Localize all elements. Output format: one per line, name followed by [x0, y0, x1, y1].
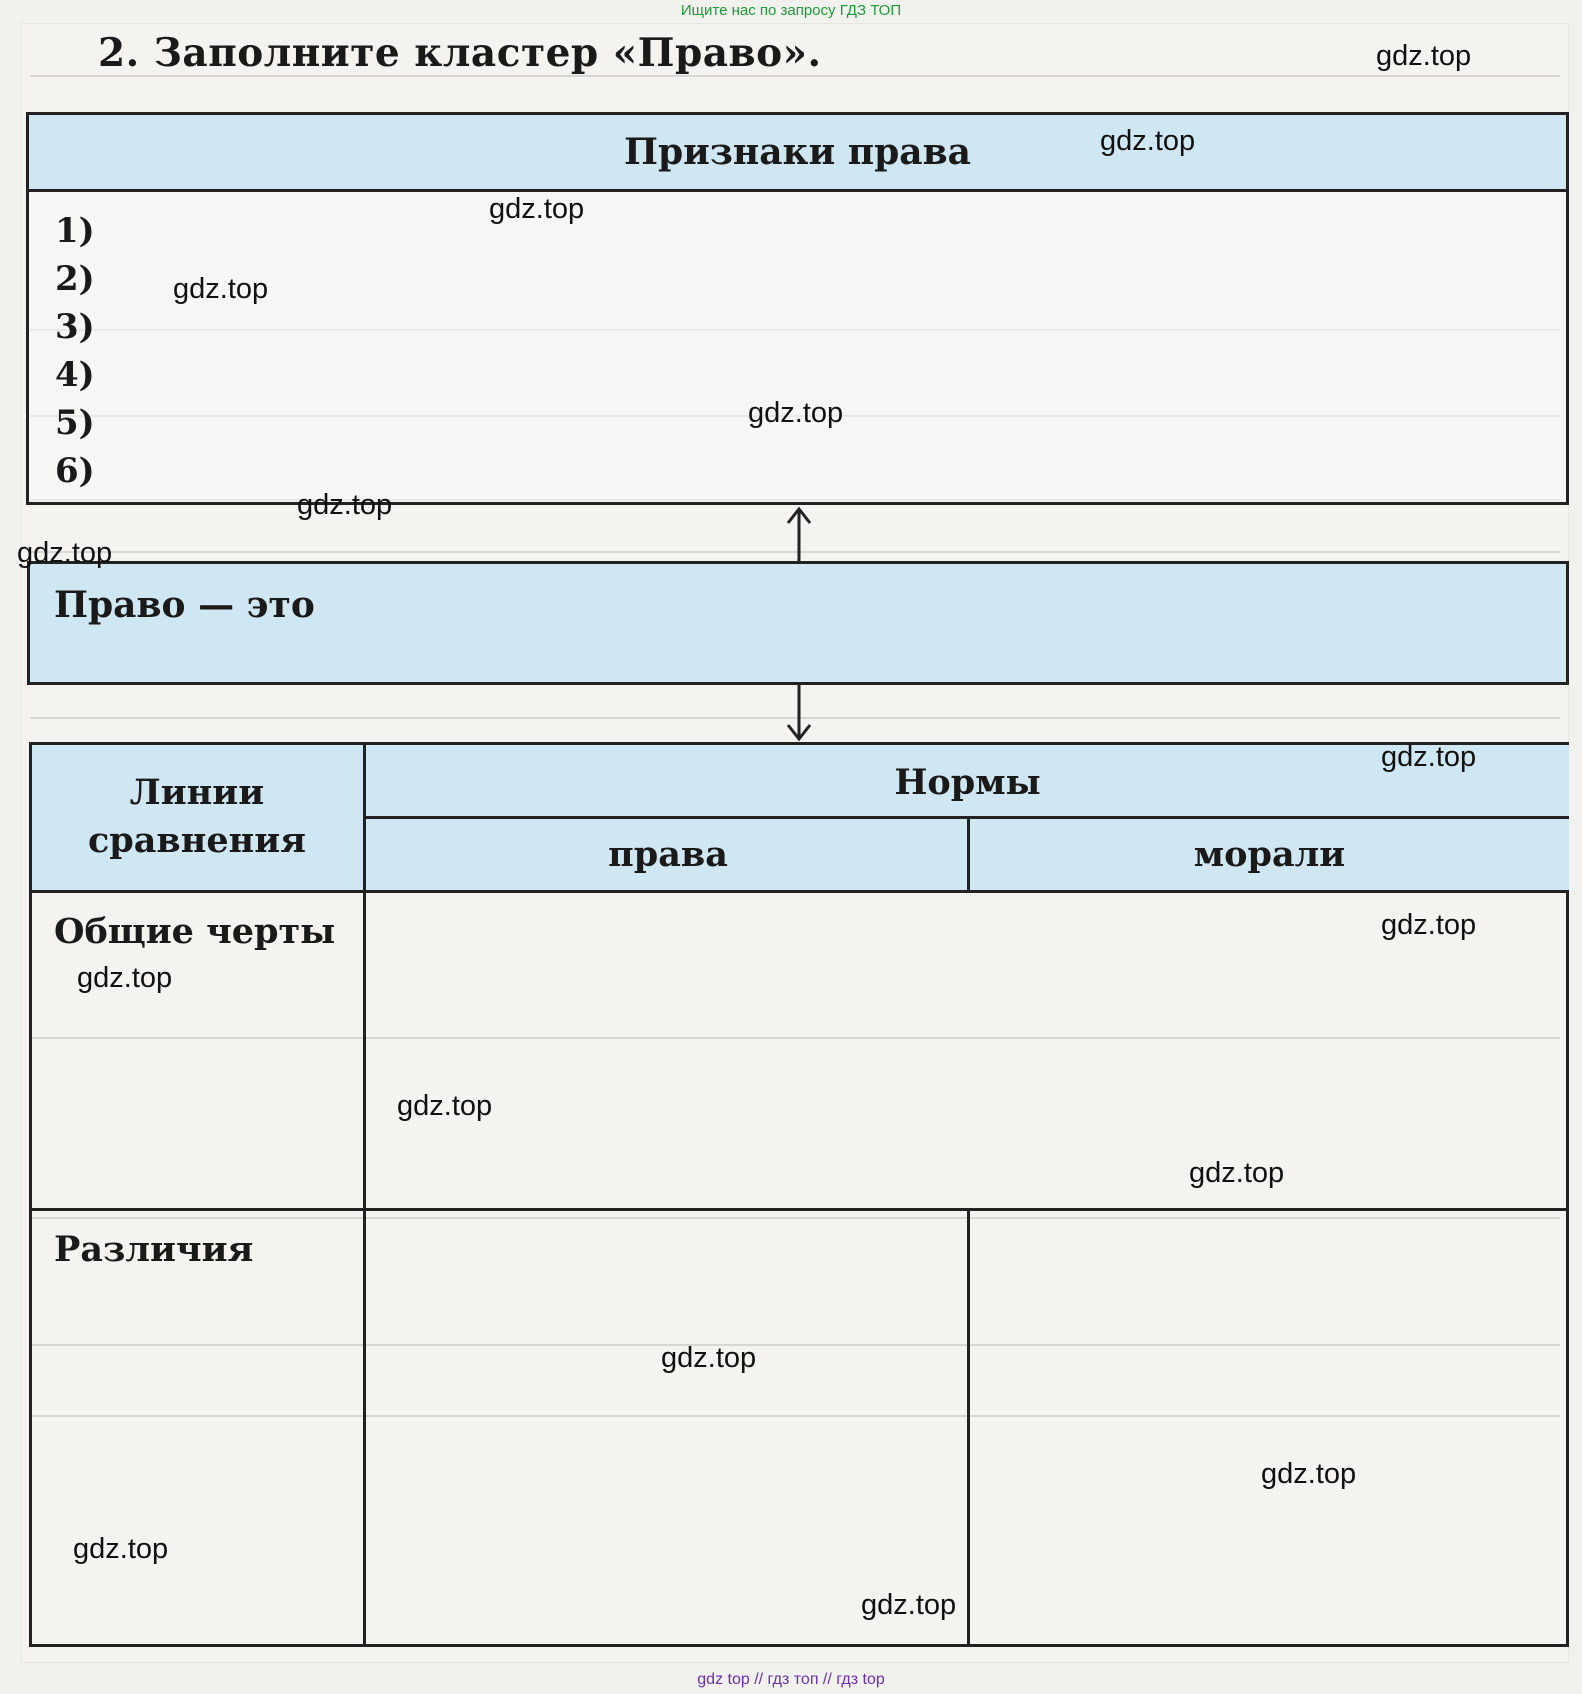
list-item[interactable]: 2) — [55, 259, 95, 299]
criteria-header: Линии сравнения — [87, 772, 307, 861]
definition-label — [54, 584, 315, 626]
watermark: gdz.top — [17, 537, 113, 569]
definition-box[interactable] — [27, 561, 1569, 685]
task-title: 2. Заполните кластер «Право». — [98, 30, 822, 76]
watermark: gdz.top — [73, 1533, 169, 1565]
arrow-up-icon — [784, 505, 814, 563]
list-item[interactable]: 4) — [55, 355, 95, 395]
watermark: gdz.top — [1189, 1157, 1285, 1189]
features-heading: Признаки права — [29, 115, 1566, 192]
watermark: gdz.top — [77, 962, 173, 994]
row-diff-law-cell[interactable] — [366, 1211, 970, 1644]
law-header-cell — [366, 819, 970, 893]
row-diff-label-cell — [32, 1211, 366, 1644]
watermark: gdz.top — [1100, 125, 1196, 157]
search-banner[interactable]: Ищите нас по запросу ГДЗ ТОП — [680, 2, 902, 19]
list-item[interactable]: 3) — [55, 307, 95, 347]
watermark: gdz.top — [861, 1589, 957, 1621]
watermark: gdz.top — [297, 489, 393, 521]
law-header: права — [608, 834, 728, 875]
list-item[interactable]: 1) — [55, 211, 95, 251]
arrow-down-icon — [784, 685, 814, 743]
watermark: gdz.top — [489, 193, 585, 225]
definition-suffix: — это — [185, 584, 315, 626]
watermark: gdz.top — [173, 273, 269, 305]
comparison-table — [29, 742, 1569, 1647]
watermark: gdz.top — [1376, 40, 1472, 72]
list-item[interactable]: 6) — [55, 451, 95, 491]
features-list — [55, 207, 95, 495]
norms-header: Нормы — [894, 762, 1041, 803]
features-box — [26, 112, 1569, 505]
morality-header: морали — [1193, 834, 1346, 875]
watermark: gdz.top — [397, 1090, 493, 1122]
list-item[interactable]: 5) — [55, 403, 95, 443]
watermark: gdz.top — [1381, 909, 1477, 941]
morality-header-cell — [970, 819, 1569, 893]
watermark: gdz.top — [748, 397, 844, 429]
watermark: gdz.top — [1381, 741, 1477, 773]
row-diff-morality-cell[interactable] — [970, 1211, 1569, 1644]
definition-term: Право — [54, 584, 186, 626]
watermark: gdz.top — [661, 1342, 757, 1374]
row-diff-label: Различия — [54, 1229, 254, 1270]
footer-banner[interactable]: gdz top // гдз топ // гдз top — [697, 1671, 885, 1688]
row-common-label-cell — [32, 893, 366, 1211]
row-common-label: Общие черты — [54, 911, 336, 952]
watermark: gdz.top — [1261, 1458, 1357, 1490]
criteria-header-cell — [32, 745, 366, 893]
